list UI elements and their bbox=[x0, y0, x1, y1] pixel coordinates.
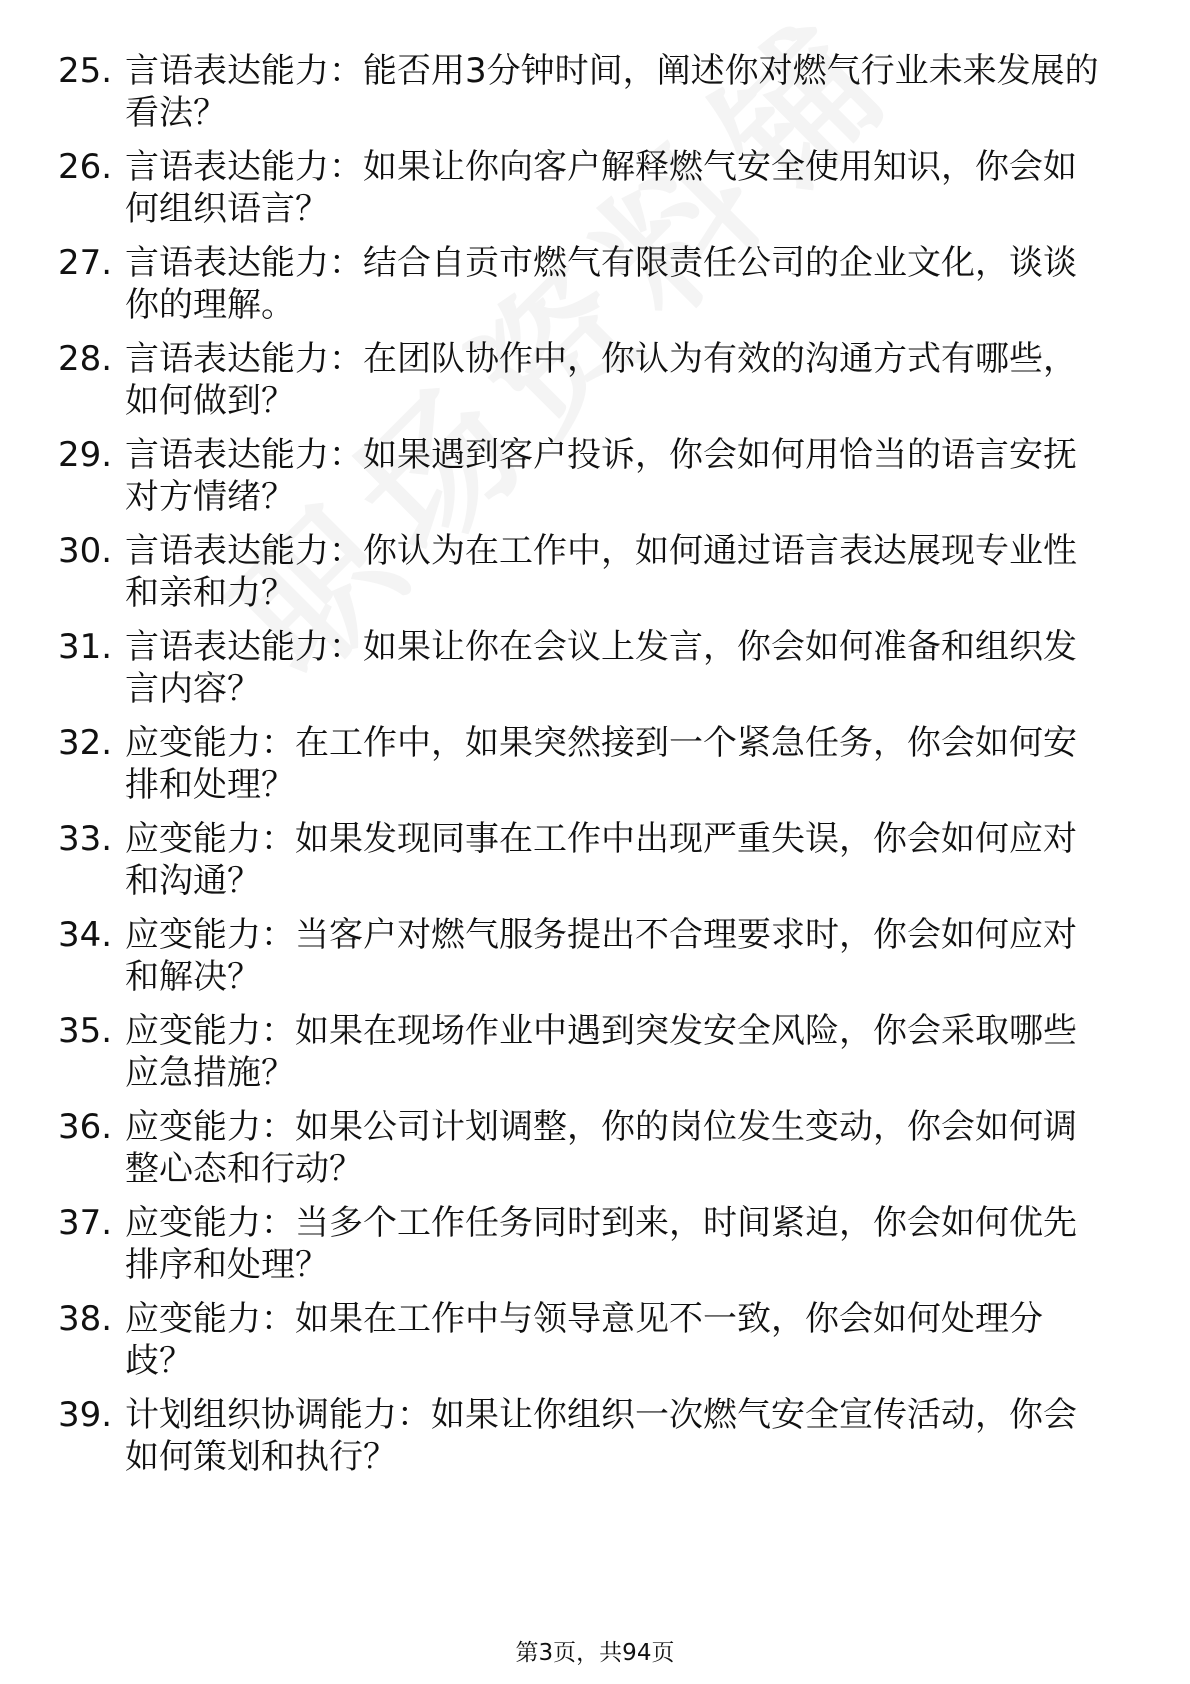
question-text-line: 应变能力：当客户对燃气服务提出不合理要求时，你会如何应对 bbox=[125, 915, 1077, 955]
question-text bbox=[125, 818, 1115, 902]
question-text-line: 应变能力：如果公司计划调整，你的岗位发生变动，你会如何调 bbox=[125, 1107, 1077, 1147]
question-text-line: 歧？ bbox=[125, 1341, 193, 1381]
question-number: 33. bbox=[58, 819, 113, 859]
question-text bbox=[125, 434, 1115, 518]
question-text-line: 整心态和行动？ bbox=[125, 1149, 363, 1189]
question-text-line: 和解决？ bbox=[125, 957, 261, 997]
question-number: 38. bbox=[58, 1299, 113, 1339]
question-number: 30. bbox=[58, 531, 113, 571]
question-number: 28. bbox=[58, 339, 113, 379]
question-number: 37. bbox=[58, 1203, 113, 1243]
page-number: 第3页，共94页 bbox=[515, 1640, 675, 1666]
question-number: 36. bbox=[58, 1107, 113, 1147]
question-number: 31. bbox=[58, 627, 113, 667]
question-text-line: 应变能力：当多个工作任务同时到来，时间紧迫，你会如何优先 bbox=[125, 1203, 1077, 1243]
question-number: 34. bbox=[58, 915, 113, 955]
question-text bbox=[125, 722, 1115, 806]
question-text-line: 言语表达能力：如果遇到客户投诉，你会如何用恰当的语言安抚 bbox=[125, 435, 1077, 475]
question-text-line: 如何策划和执行？ bbox=[125, 1437, 397, 1477]
question-number: 26. bbox=[58, 147, 113, 187]
question-text bbox=[125, 530, 1115, 614]
question-text-line: 应变能力：如果在工作中与领导意见不一致，你会如何处理分 bbox=[125, 1299, 1043, 1339]
question-text-line: 排和处理？ bbox=[125, 765, 295, 805]
question-text-line: 言语表达能力：在团队协作中，你认为有效的沟通方式有哪些， bbox=[125, 339, 1077, 379]
question-text-line: 言语表达能力：你认为在工作中，如何通过语言表达展现专业性 bbox=[125, 531, 1077, 571]
question-text-line: 应急措施？ bbox=[125, 1053, 295, 1093]
question-number: 27. bbox=[58, 243, 113, 283]
question-text bbox=[125, 914, 1115, 998]
question-text bbox=[125, 1298, 1115, 1382]
question-text bbox=[125, 146, 1115, 230]
question-text bbox=[125, 338, 1115, 422]
question-text-line: 言内容？ bbox=[125, 669, 261, 709]
question-number: 32. bbox=[58, 723, 113, 763]
question-text-line: 言语表达能力：能否用3分钟时间，阐述你对燃气行业未来发展的 bbox=[125, 51, 1099, 91]
question-text-line: 计划组织协调能力：如果让你组织一次燃气安全宣传活动，你会 bbox=[125, 1395, 1077, 1435]
question-text bbox=[125, 1106, 1115, 1190]
question-text-line: 看法？ bbox=[125, 93, 227, 133]
question-number: 29. bbox=[58, 435, 113, 475]
question-text-line: 应变能力：如果在现场作业中遇到突发安全风险，你会采取哪些 bbox=[125, 1011, 1077, 1051]
question-text-line: 如何做到？ bbox=[125, 381, 295, 421]
question-text-line: 你的理解。 bbox=[125, 285, 295, 325]
question-text bbox=[125, 1202, 1115, 1286]
question-text bbox=[125, 1394, 1115, 1478]
question-text-line: 和沟通？ bbox=[125, 861, 261, 901]
question-text bbox=[125, 1010, 1115, 1094]
question-text-line: 言语表达能力：结合自贡市燃气有限责任公司的企业文化，谈谈 bbox=[125, 243, 1077, 283]
question-text-line: 何组织语言？ bbox=[125, 189, 329, 229]
question-text-line: 对方情绪？ bbox=[125, 477, 295, 517]
question-number: 39. bbox=[58, 1395, 113, 1435]
question-text-line: 言语表达能力：如果让你向客户解释燃气安全使用知识，你会如 bbox=[125, 147, 1077, 187]
question-text-line: 排序和处理？ bbox=[125, 1245, 329, 1285]
question-number: 35. bbox=[58, 1011, 113, 1051]
question-text bbox=[125, 626, 1115, 710]
question-text-line: 和亲和力？ bbox=[125, 573, 295, 613]
question-number: 25. bbox=[58, 51, 113, 91]
question-text-line: 应变能力：在工作中，如果突然接到一个紧急任务，你会如何安 bbox=[125, 723, 1077, 763]
question-text-line: 言语表达能力：如果让你在会议上发言，你会如何准备和组织发 bbox=[125, 627, 1077, 667]
question-text bbox=[125, 242, 1115, 326]
question-text-line: 应变能力：如果发现同事在工作中出现严重失误，你会如何应对 bbox=[125, 819, 1077, 859]
question-text bbox=[125, 50, 1115, 134]
